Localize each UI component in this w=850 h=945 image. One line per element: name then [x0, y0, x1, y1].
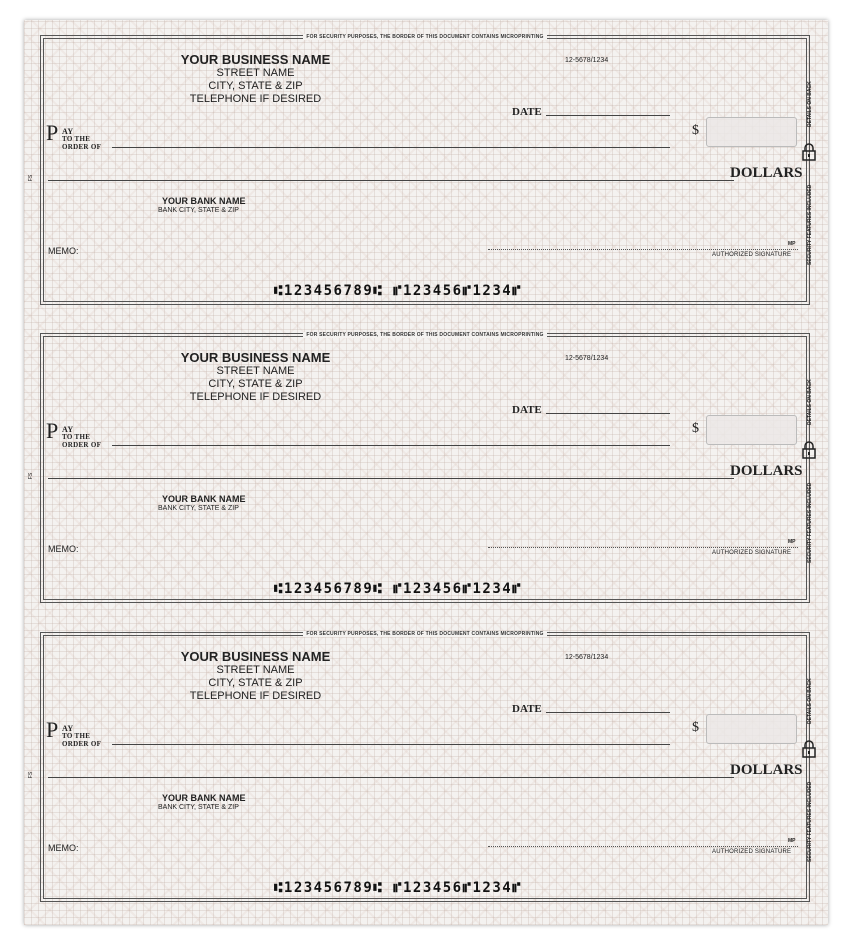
padlock-icon [802, 740, 816, 758]
business-name: YOUR BUSINESS NAME [180, 649, 331, 664]
business-phone: TELEPHONE IF DESIRED [189, 690, 322, 702]
pay-to-the-label: TO THE [62, 135, 91, 143]
business-name: YOUR BUSINESS NAME [180, 350, 331, 365]
date-field-line[interactable] [546, 712, 670, 713]
payee-field-line[interactable] [112, 744, 670, 745]
routing-fraction: 12-5678/1234 [565, 355, 609, 362]
details-on-back-text: DETAILS ON BACK [807, 379, 813, 425]
pay-initial: P [46, 717, 59, 742]
payee-field-line[interactable] [112, 147, 670, 148]
bank-name: YOUR BANK NAME [162, 196, 246, 206]
business-street: STREET NAME [216, 67, 295, 79]
pay-label: AY [62, 724, 74, 733]
bank-city: BANK CITY, STATE & ZIP [158, 505, 239, 512]
amount-box[interactable] [706, 415, 797, 445]
pay-order-of-label: ORDER OF [62, 143, 102, 151]
microprint-border-text: FOR SECURITY PURPOSES, THE BORDER OF THIS DOCUMENT CONTAINS MICROPRINTING [40, 631, 810, 637]
check-border-inner [43, 635, 807, 899]
pay-order-of-label: ORDER OF [62, 740, 102, 748]
microprint-border-text: FOR SECURITY PURPOSES, THE BORDER OF THIS DOCUMENT CONTAINS MICROPRINTING [40, 34, 810, 40]
date-label: DATE [512, 703, 542, 715]
dollar-sign: $ [692, 720, 699, 735]
authorized-signature-label: AUTHORIZED SIGNATURE [712, 252, 792, 258]
business-name: YOUR BUSINESS NAME [180, 52, 331, 67]
dollar-sign: $ [692, 123, 699, 138]
security-features-text: SECURITY FEATURES INCLUDED [807, 482, 813, 563]
date-field-line[interactable] [546, 115, 670, 116]
bank-city: BANK CITY, STATE & ZIP [158, 804, 239, 811]
signature-line[interactable] [488, 846, 798, 847]
written-amount-line[interactable] [48, 777, 734, 778]
amount-box[interactable] [706, 117, 797, 147]
business-city: CITY, STATE & ZIP [208, 378, 303, 390]
memo-label: MEMO: [48, 843, 79, 853]
padlock-icon [802, 143, 816, 161]
pay-initial: P [46, 120, 59, 145]
micr-line: ⑆123456789⑆ ⑈123456⑈1234⑈ [274, 880, 523, 896]
pay-to-the-label: TO THE [62, 433, 91, 441]
pay-label: AY [62, 425, 74, 434]
fs-mark: FS [28, 472, 35, 480]
security-features-text: SECURITY FEATURES INCLUDED [807, 781, 813, 862]
mp-mark: MP [788, 539, 796, 545]
memo-label: MEMO: [48, 544, 79, 554]
date-label: DATE [512, 106, 542, 118]
security-features-text: SECURITY FEATURES INCLUDED [807, 184, 813, 265]
date-label: DATE [512, 404, 542, 416]
pay-to-the-label: TO THE [62, 732, 91, 740]
pay-initial: P [46, 418, 59, 443]
routing-fraction: 12-5678/1234 [565, 57, 609, 64]
mp-mark: MP [788, 241, 796, 247]
dollars-label: DOLLARS [730, 165, 803, 181]
memo-label: MEMO: [48, 246, 79, 256]
padlock-icon [802, 441, 816, 459]
dollar-sign: $ [692, 421, 699, 436]
check-3 [28, 631, 813, 902]
business-city: CITY, STATE & ZIP [208, 80, 303, 92]
business-phone: TELEPHONE IF DESIRED [189, 93, 322, 105]
fs-mark: FS [28, 771, 35, 779]
business-phone: TELEPHONE IF DESIRED [189, 391, 322, 403]
signature-line[interactable] [488, 249, 798, 250]
pay-label: AY [62, 127, 74, 136]
details-on-back-text: DETAILS ON BACK [807, 81, 813, 127]
authorized-signature-label: AUTHORIZED SIGNATURE [712, 550, 792, 556]
dollars-label: DOLLARS [730, 762, 803, 778]
bank-name: YOUR BANK NAME [162, 494, 246, 504]
fs-mark: FS [28, 174, 35, 182]
business-city: CITY, STATE & ZIP [208, 677, 303, 689]
signature-line[interactable] [488, 547, 798, 548]
check-border-inner [43, 336, 807, 600]
bank-city: BANK CITY, STATE & ZIP [158, 207, 239, 214]
routing-fraction: 12-5678/1234 [565, 654, 609, 661]
written-amount-line[interactable] [48, 478, 734, 479]
microprint-border-text: FOR SECURITY PURPOSES, THE BORDER OF THIS DOCUMENT CONTAINS MICROPRINTING [40, 332, 810, 338]
pay-order-of-label: ORDER OF [62, 441, 102, 449]
business-street: STREET NAME [216, 664, 295, 676]
details-on-back-text: DETAILS ON BACK [807, 678, 813, 724]
check-border-inner [43, 38, 807, 302]
amount-box[interactable] [706, 714, 797, 744]
dollars-label: DOLLARS [730, 463, 803, 479]
micr-line: ⑆123456789⑆ ⑈123456⑈1234⑈ [274, 283, 523, 299]
micr-line: ⑆123456789⑆ ⑈123456⑈1234⑈ [274, 581, 523, 597]
check-2 [28, 332, 813, 603]
payee-field-line[interactable] [112, 445, 670, 446]
date-field-line[interactable] [546, 413, 670, 414]
written-amount-line[interactable] [48, 180, 734, 181]
check-sheet [24, 20, 828, 925]
authorized-signature-label: AUTHORIZED SIGNATURE [712, 849, 792, 855]
check-1 [28, 34, 813, 305]
bank-name: YOUR BANK NAME [162, 793, 246, 803]
business-street: STREET NAME [216, 365, 295, 377]
mp-mark: MP [788, 838, 796, 844]
